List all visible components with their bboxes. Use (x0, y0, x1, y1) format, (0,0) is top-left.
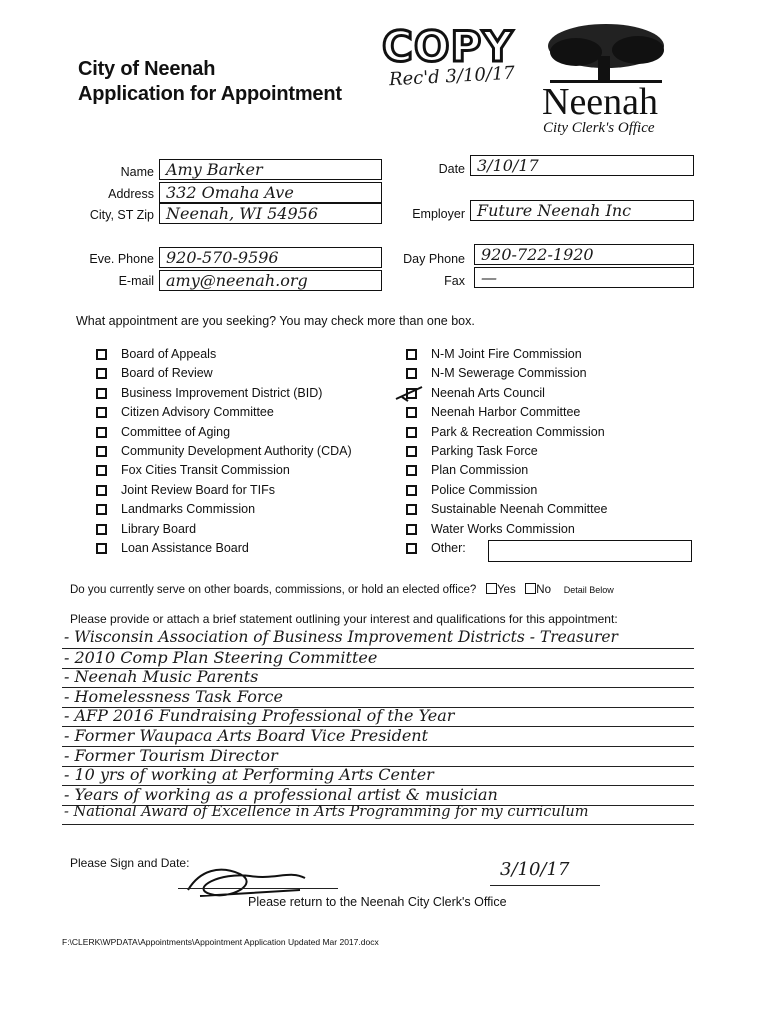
checkbox[interactable] (406, 485, 417, 496)
logo-word: Neenah (542, 81, 659, 123)
address-field[interactable] (159, 182, 382, 203)
checkbox[interactable] (406, 504, 417, 515)
yes-label: Yes (496, 584, 516, 596)
date-value: 3/10/17 (477, 156, 539, 175)
option-label: Neenah Arts Council (431, 385, 545, 400)
option-label: Plan Commission (431, 463, 529, 478)
checkbox[interactable] (96, 485, 107, 496)
footer-path: F:\CLERK\WPDATA\Appointments\Appointment Application Updated Mar 2017.docx (62, 937, 379, 947)
statement-line: - AFP 2016 Fundraising Professional of the Year (64, 706, 455, 726)
option-label: Citizen Advisory Committee (121, 405, 274, 420)
copy-stamp: COPY (382, 22, 514, 71)
city-field[interactable] (159, 203, 382, 224)
option-label: Sustainable Neenah Committee (431, 502, 608, 517)
email-value: amy@neenah.org (166, 271, 308, 290)
name-label: Name (120, 165, 154, 179)
option-label: Community Development Authority (CDA) (121, 444, 352, 458)
eve-phone-label: Eve. Phone (89, 252, 154, 266)
checkbox[interactable] (406, 368, 417, 379)
statement-line: - Years of working as a professional artist & musician (64, 784, 498, 804)
option-label: Board of Appeals (121, 347, 217, 361)
option-label: Loan Assistance Board (121, 541, 249, 555)
statement-line: - National Award of Excellence in Arts Programming for my curriculum (64, 804, 589, 821)
serve-question-row (70, 583, 614, 596)
statement-line: - 10 yrs of working at Performing Arts Center (64, 765, 434, 785)
fax-value: — (481, 268, 497, 287)
sign-label: Please Sign and Date: (70, 856, 190, 870)
day-phone-label: Day Phone (403, 252, 465, 266)
address-value: 332 Omaha Ave (166, 183, 294, 202)
checkbox[interactable] (96, 504, 107, 515)
option-label: Library Board (121, 521, 197, 536)
checkbox[interactable] (406, 427, 417, 438)
yes-checkbox[interactable] (486, 583, 497, 594)
checkbox[interactable] (406, 349, 417, 360)
name-field[interactable] (159, 159, 382, 180)
serve-question: Do you currently serve on other boards, commissions, or hold an elected office? (70, 584, 477, 596)
address-label: Address (108, 187, 154, 201)
option-label: Fox Cities Transit Commission (121, 463, 290, 478)
checkbox[interactable] (406, 524, 417, 535)
return-note: Please return to the Neenah City Clerk's Office (248, 895, 507, 909)
checkbox[interactable] (96, 388, 107, 399)
option-label: Board of Review (121, 366, 213, 381)
fax-field[interactable] (474, 267, 694, 288)
checkbox[interactable] (96, 543, 107, 554)
date-line (490, 885, 600, 886)
detail-label: Detail Below (563, 585, 614, 595)
eve-phone-field[interactable] (159, 247, 382, 268)
option-label: Park & Recreation Commission (431, 424, 605, 439)
checkbox[interactable] (406, 543, 417, 554)
org-title: City of Neenah (78, 58, 216, 80)
email-label: E-mail (118, 274, 154, 288)
received-note: Rec'd 3/10/17 (388, 62, 516, 91)
no-checkbox[interactable] (525, 583, 536, 594)
statement-line: - Wisconsin Association of Business Improvement Districts - Treasurer (64, 628, 618, 646)
signature-line (178, 888, 338, 889)
checkbox[interactable] (96, 465, 107, 476)
no-label: No (536, 584, 551, 596)
day-phone-field[interactable] (474, 244, 694, 265)
date-field[interactable] (470, 155, 694, 176)
fax-label: Fax (444, 274, 465, 288)
option-label: Neenah Harbor Committee (431, 405, 581, 420)
statement-line: - 2010 Comp Plan Steering Committee (64, 647, 378, 667)
tree-logo-icon (540, 22, 670, 84)
email-field[interactable] (159, 270, 382, 291)
option-label: Water Works Commission (431, 521, 575, 536)
check-mark-icon (394, 383, 424, 403)
option-label: Parking Task Force (431, 444, 538, 458)
checkbox[interactable] (96, 368, 107, 379)
statement-line: - Neenah Music Parents (64, 667, 259, 687)
option-label: N-M Sewerage Commission (431, 366, 587, 381)
name-value: Amy Barker (166, 160, 263, 179)
option-label: Committee of Aging (121, 424, 231, 439)
city-label: City, ST Zip (89, 208, 154, 222)
checkbox[interactable] (96, 524, 107, 535)
other-field[interactable] (488, 540, 692, 562)
statement-line: - Former Tourism Director (64, 745, 278, 765)
checkbox[interactable] (406, 446, 417, 457)
employer-value: Future Neenah Inc (477, 201, 632, 220)
option-label: Other: (431, 541, 466, 555)
checkbox[interactable] (96, 407, 107, 418)
employer-label: Employer (412, 207, 465, 221)
appointment-question: What appointment are you seeking? You may check more than one box. (76, 314, 475, 328)
date-label: Date (438, 162, 465, 176)
checkbox[interactable] (96, 427, 107, 438)
option-label: Police Commission (431, 482, 538, 497)
statement-line: - Former Waupaca Arts Board Vice President (64, 726, 429, 745)
checkbox[interactable] (406, 465, 417, 476)
day-phone-value: 920-722-1920 (481, 245, 594, 264)
logo-subtitle: City Clerk's Office (543, 120, 655, 136)
option-label: Landmarks Commission (121, 502, 256, 517)
statement-line: - Homelessness Task Force (64, 686, 283, 706)
city-value: Neenah, WI 54956 (166, 204, 319, 223)
checkbox[interactable] (96, 349, 107, 360)
eve-phone-value: 920-570-9596 (166, 248, 279, 267)
sign-date: 3/10/17 (500, 859, 570, 880)
checkbox[interactable] (406, 407, 417, 418)
statement-prompt: Please provide or attach a brief statement outlining your interest and qualifications for this appointment: (70, 612, 618, 626)
checkbox[interactable] (96, 446, 107, 457)
form-title: Application for Appointment (78, 83, 342, 105)
option-label: N-M Joint Fire Commission (431, 347, 582, 361)
option-label: Joint Review Board for TIFs (121, 482, 275, 497)
employer-field[interactable] (470, 200, 694, 221)
statement-rule (62, 824, 694, 825)
option-label: Business Improvement District (BID) (121, 385, 323, 400)
